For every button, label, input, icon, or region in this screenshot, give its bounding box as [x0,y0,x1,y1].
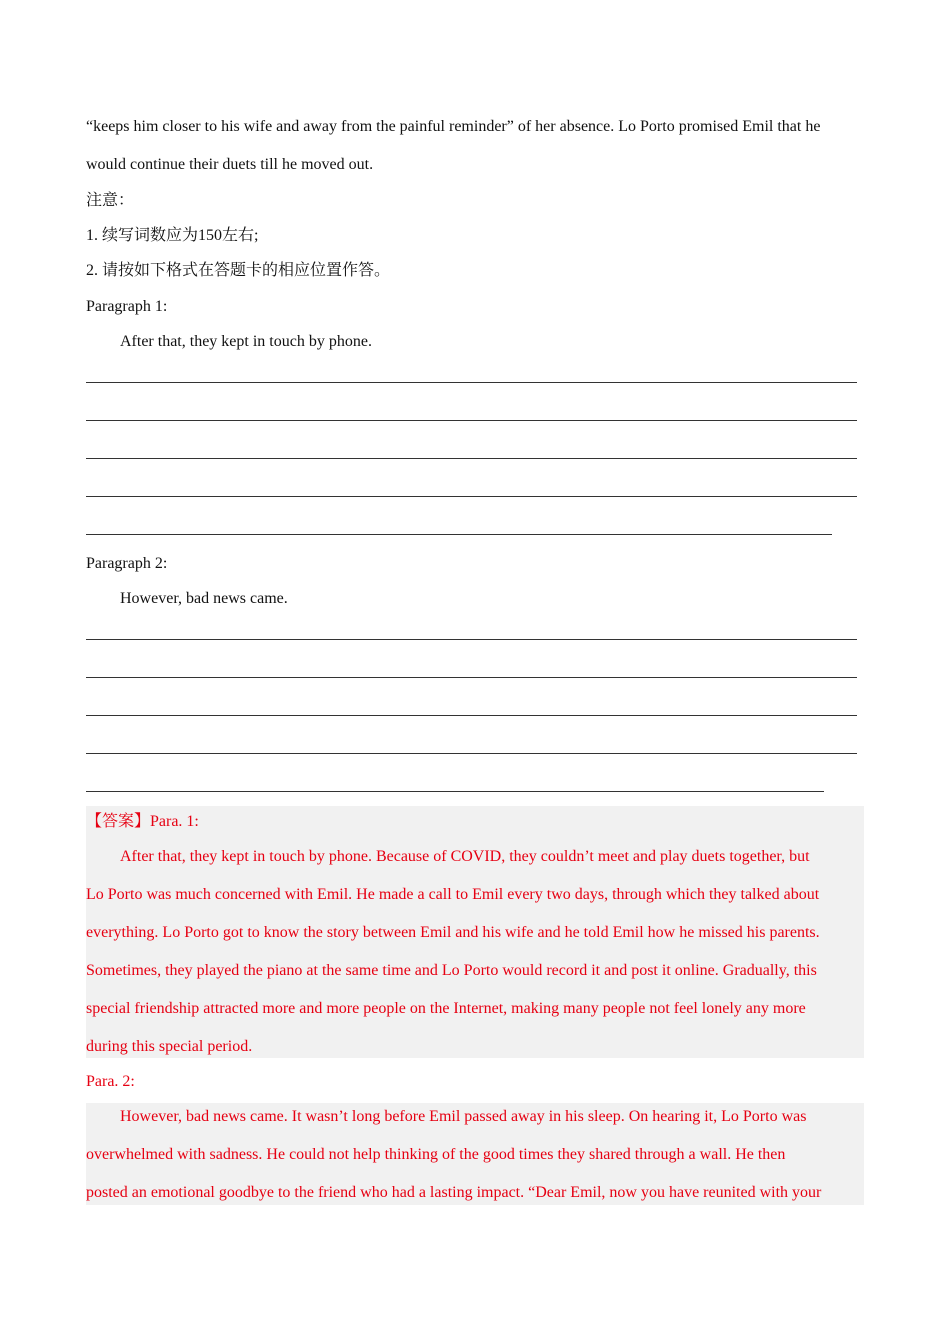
answer-p2-line: However, bad news came. It wasn’t long before Emil passed away in his sleep. On hearing it, Lo Porto was [120,1108,807,1125]
intro-line-2: would continue their duets till he moved out. [86,156,374,173]
writing-line [86,496,857,497]
writing-line [86,420,857,421]
paragraph-2-label: Paragraph 2: [86,555,168,572]
writing-line [86,715,857,716]
writing-line [86,458,857,459]
writing-line [86,677,857,678]
writing-line [86,791,824,792]
paragraph-1-opening: After that, they kept in touch by phone. [120,333,372,350]
answer-p1-line: Sometimes, they played the piano at the same time and Lo Porto would record it and post it online. Gradually, this [86,962,817,979]
answer-p1-line: Lo Porto was much concerned with Emil. He made a call to Emil every two days, through which they talked about [86,886,820,903]
answer-p1-line: special friendship attracted more and more people on the Internet, making many people not feel lonely any more [86,1000,806,1017]
writing-line [86,382,857,383]
notes-heading: 注意： [86,192,135,209]
answer-p1-line: during this special period. [86,1038,253,1055]
paragraph-1-label: Paragraph 1: [86,298,168,315]
notes-item-1: 1. 续写词数应为150左右; [86,227,259,244]
intro-line-1: “keeps him closer to his wife and away from the painful reminder” of her absence. Lo Porto promised Emil that he [86,118,821,135]
notes-item-2: 2. 请按如下格式在答题卡的相应位置作答。 [86,262,391,279]
answer-p2-line: overwhelmed with sadness. He could not help thinking of the good times they shared through a wall. He then [86,1146,786,1163]
answer-p2-line: posted an emotional goodbye to the friend who had a lasting impact. “Dear Emil, now you have reunited with your [86,1184,822,1201]
answer-p1-line: everything. Lo Porto got to know the story between Emil and his wife and he told Emil how he missed his parents. [86,924,820,941]
writing-line [86,753,857,754]
answer-p1-line: After that, they kept in touch by phone. Because of COVID, they couldn’t meet and play duets together, but [120,848,810,865]
answer-tag: 【答案】Para. 1: [86,813,199,830]
writing-line [86,639,857,640]
paragraph-2-opening: However, bad news came. [120,590,288,607]
writing-line [86,534,832,535]
answer-p2-label: Para. 2: [86,1073,135,1090]
